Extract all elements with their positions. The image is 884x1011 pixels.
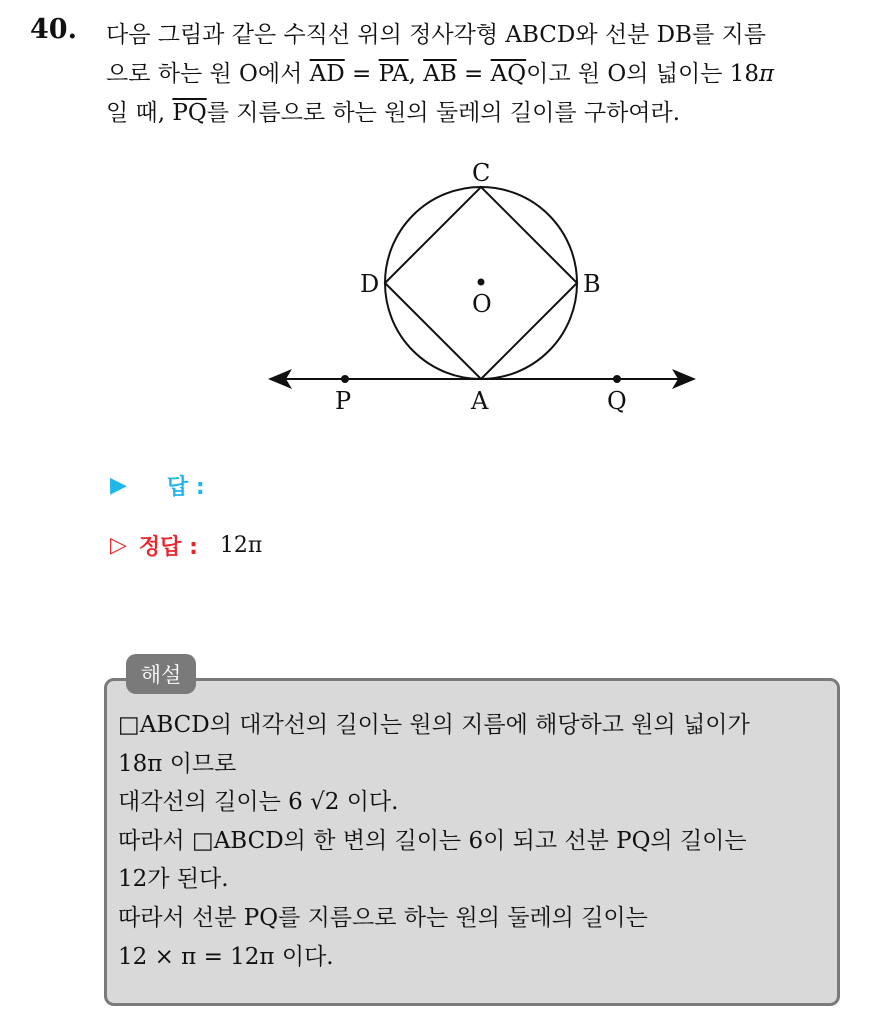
- point-o: [478, 279, 485, 286]
- explanation-line: □ABCD의 대각선의 길이는 원의 지름에 해당하고 원의 넓이가: [118, 712, 750, 738]
- label-p: P: [335, 387, 352, 415]
- question-number: 40.: [30, 14, 77, 45]
- point-p: [341, 375, 349, 383]
- explanation-line: 따라서 선분 PQ를 지름으로 하는 원의 둘레의 길이는: [118, 904, 648, 931]
- answer-marker-icon: ▶: [110, 473, 127, 498]
- explanation-tag: 해설: [126, 654, 196, 694]
- explanation-line: 12가 된다.: [118, 866, 229, 893]
- stem-line: 으로 하는 원 O에서 $\overline{AD} = \overline{PA}$, $\overline{AB} = \overline{AQ}$이고 원 O의 넓이는 18π: [106, 61, 775, 87]
- label-c: C: [472, 159, 491, 187]
- label-o: O: [472, 290, 492, 318]
- label-d: D: [360, 270, 380, 298]
- question-stem: [106, 16, 866, 133]
- stem-line: 일 때, $\overline{PQ}$를 지름으로 하는 원의 둘레의 길이를 구하여라.: [106, 100, 681, 126]
- answer-label: 답 :: [166, 475, 205, 500]
- point-q: [613, 375, 621, 383]
- explanation-line: 따라서 □ABCD의 한 변의 길이는 6이 되고 선분 PQ의 길이는: [118, 827, 747, 854]
- label-a: A: [471, 387, 489, 415]
- solution-value: 12π: [219, 533, 263, 558]
- answer-row: [110, 470, 227, 501]
- explanation-line: 대각선의 길이는 6 √2 이다.: [118, 789, 399, 816]
- label-b: B: [583, 270, 601, 298]
- explanation-body: [118, 706, 830, 976]
- label-q: Q: [607, 387, 627, 415]
- explanation-line: 12 × π = 12π 이다.: [118, 943, 334, 970]
- stem-line: 다음 그림과 같은 수직선 위의 정사각형 ABCD와 선분 DB를 지름: [106, 22, 766, 48]
- explanation-line: 18π 이므로: [118, 750, 237, 777]
- solution-answer-row: [110, 530, 262, 561]
- solution-marker-icon: ▷: [110, 533, 127, 558]
- geometry-figure: [262, 150, 702, 420]
- solution-label: 정답 :: [138, 535, 198, 560]
